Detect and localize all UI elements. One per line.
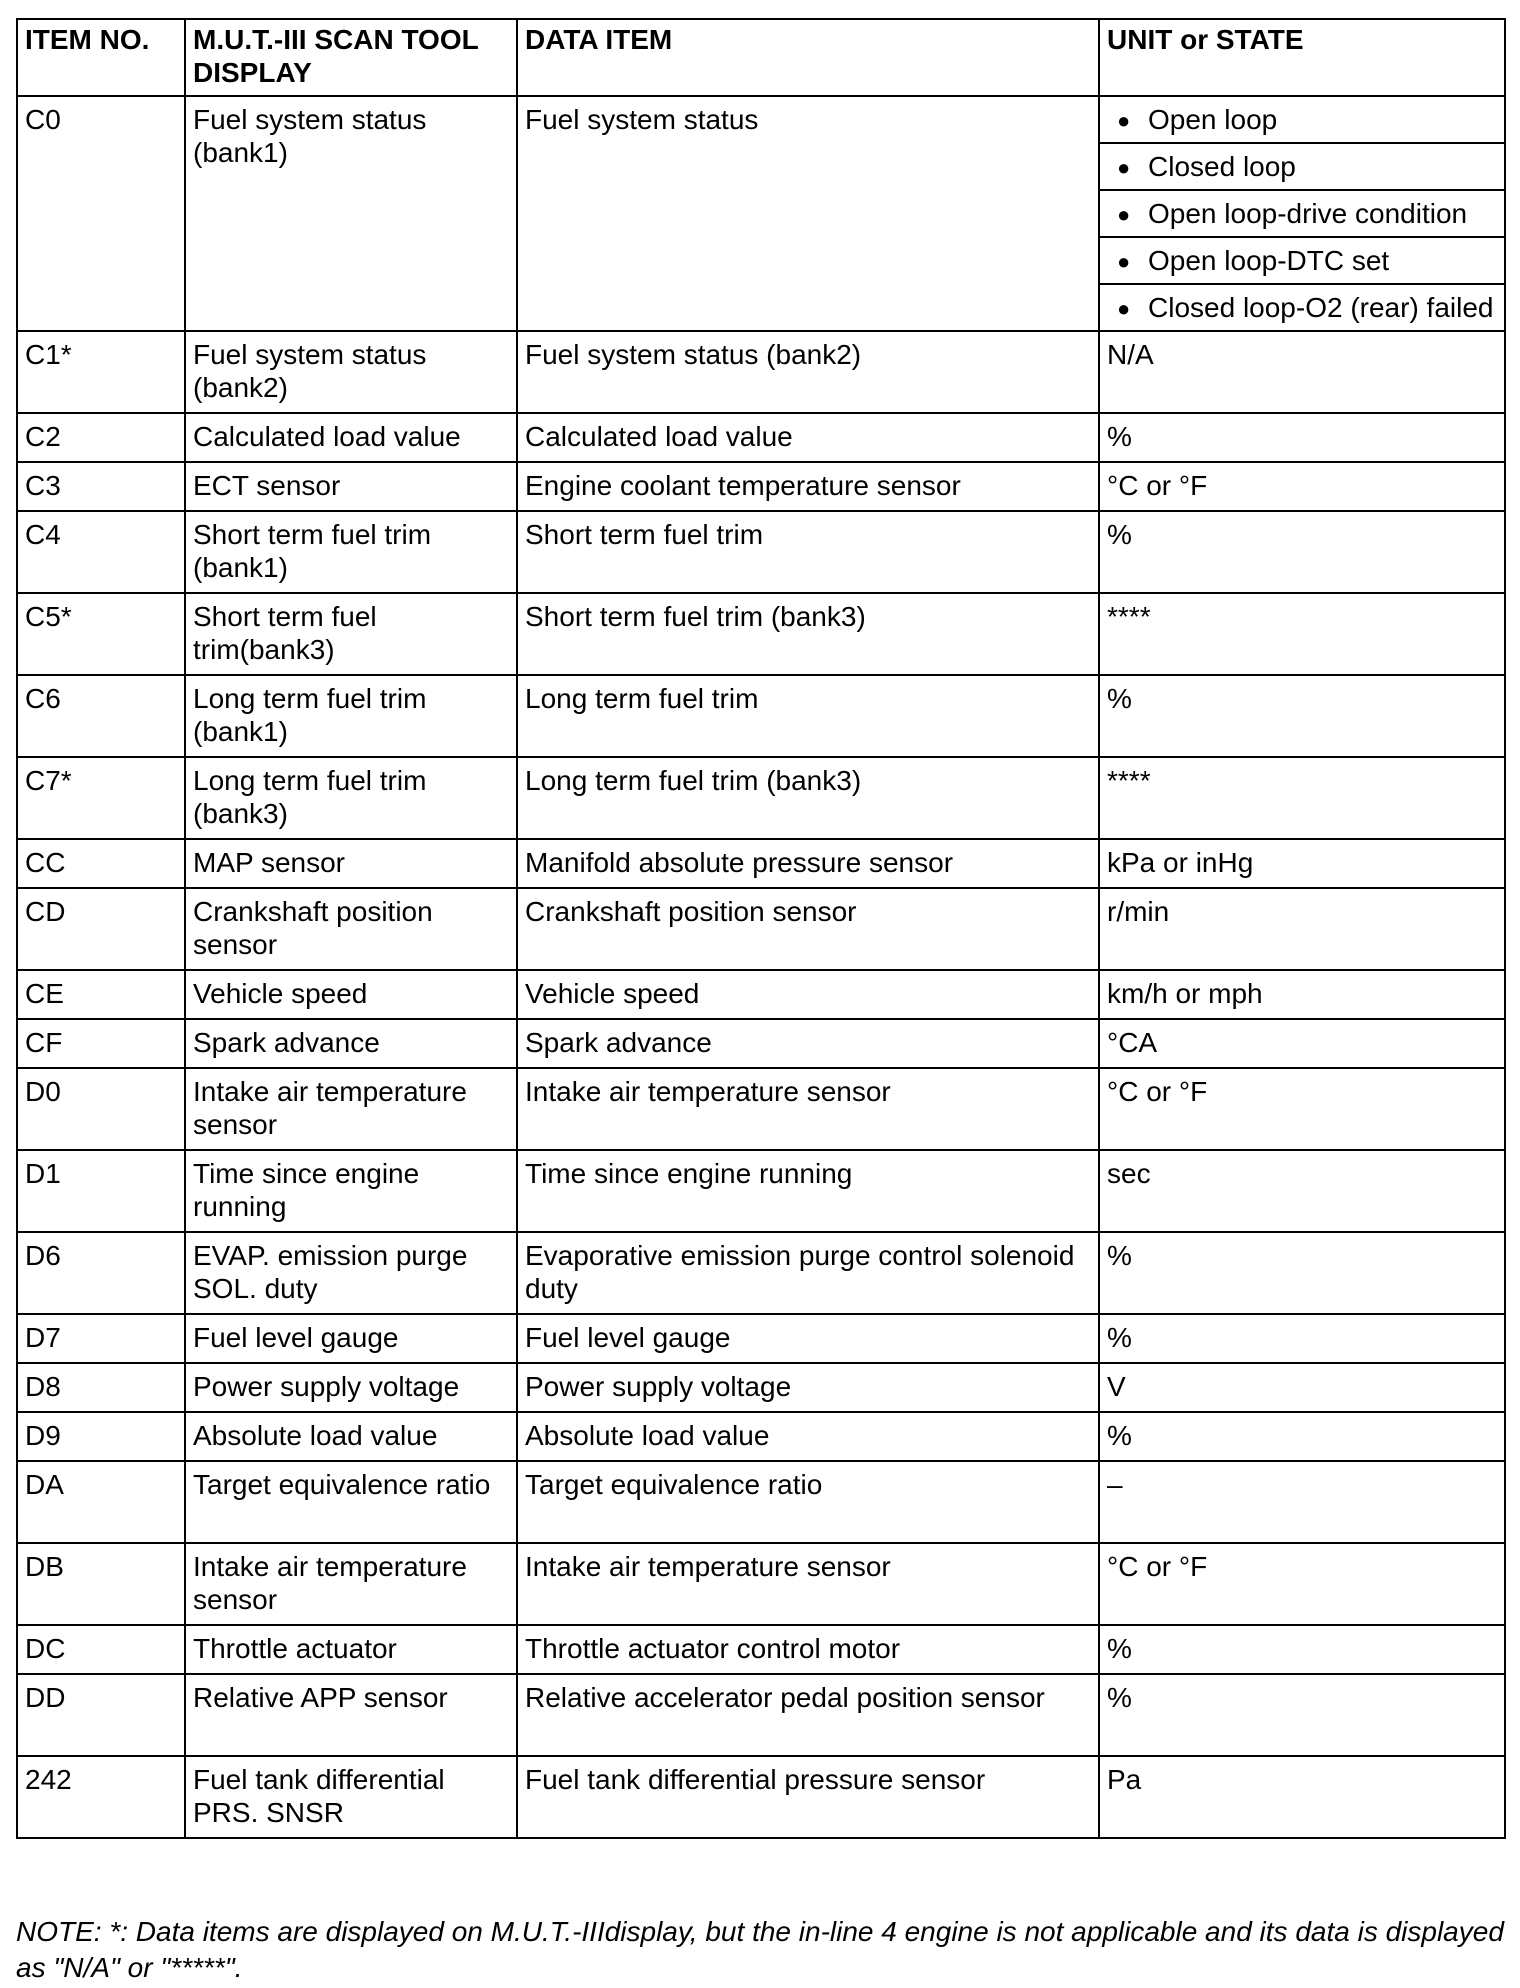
data-item-cell: Intake air temperature sensor	[517, 1068, 1099, 1150]
unit-cell: %	[1099, 511, 1505, 593]
item-no-cell: CE	[17, 970, 185, 1019]
data-item-cell: Long term fuel trim (bank3)	[517, 757, 1099, 839]
unit-cell: %	[1099, 1314, 1505, 1363]
item-no-cell: DD	[17, 1674, 185, 1756]
header-data-item: DATA ITEM	[517, 19, 1099, 96]
unit-cell: %	[1099, 1625, 1505, 1674]
table-row	[17, 593, 1505, 675]
item-no-cell: C3	[17, 462, 185, 511]
state-label: Closed loop	[1148, 151, 1296, 182]
unit-cell: r/min	[1099, 888, 1505, 970]
display-cell: Time since engine running	[185, 1150, 517, 1232]
table-row	[17, 970, 1505, 1019]
item-no-cell: C2	[17, 413, 185, 462]
item-no-cell: D9	[17, 1412, 185, 1461]
header-unit-or-state: UNIT or STATE	[1099, 19, 1505, 96]
table-row	[17, 1068, 1505, 1150]
data-item-cell: Fuel level gauge	[517, 1314, 1099, 1363]
display-cell: Long term fuel trim (bank3)	[185, 757, 517, 839]
unit-cell: –	[1099, 1461, 1505, 1543]
table-row	[17, 1412, 1505, 1461]
state-item	[1100, 236, 1504, 283]
table-row	[17, 757, 1505, 839]
display-cell: Short term fuel trim (bank1)	[185, 511, 517, 593]
state-label: Closed loop-O2 (rear) failed	[1148, 292, 1494, 323]
table-row	[17, 1543, 1505, 1625]
table-row	[17, 1674, 1505, 1756]
data-item-cell: Target equivalence ratio	[517, 1461, 1099, 1543]
item-no-cell: D7	[17, 1314, 185, 1363]
unit-cell: %	[1099, 1412, 1505, 1461]
item-no-cell: CC	[17, 839, 185, 888]
data-item-cell: Relative accelerator pedal position sensor	[517, 1674, 1099, 1756]
state-list	[1100, 97, 1504, 330]
item-no-cell: CF	[17, 1019, 185, 1068]
display-cell: Long term fuel trim (bank1)	[185, 675, 517, 757]
display-cell: Target equivalence ratio	[185, 1461, 517, 1543]
item-no-cell: C5*	[17, 593, 185, 675]
display-cell: Short term fuel trim(bank3)	[185, 593, 517, 675]
table-row	[17, 1461, 1505, 1543]
data-item-cell: Absolute load value	[517, 1412, 1099, 1461]
table-row	[17, 462, 1505, 511]
table-row	[17, 1314, 1505, 1363]
unit-cell: %	[1099, 675, 1505, 757]
item-no-cell: D1	[17, 1150, 185, 1232]
display-cell: Spark advance	[185, 1019, 517, 1068]
table-row	[17, 1756, 1505, 1838]
bullet-icon: ●	[1117, 155, 1131, 180]
unit-cell: sec	[1099, 1150, 1505, 1232]
data-item-cell: Crankshaft position sensor	[517, 888, 1099, 970]
display-cell: Relative APP sensor	[185, 1674, 517, 1756]
unit-cell: °C or °F	[1099, 1543, 1505, 1625]
bullet-icon: ●	[1117, 296, 1131, 321]
data-item-cell: Evaporative emission purge control solenoid duty	[517, 1232, 1099, 1314]
table-row	[17, 1150, 1505, 1232]
item-no-cell: C0	[17, 96, 185, 331]
header-row	[17, 19, 1505, 96]
display-cell: Absolute load value	[185, 1412, 517, 1461]
table-row	[17, 96, 1505, 331]
table-row	[17, 1363, 1505, 1412]
state-item	[1100, 189, 1504, 236]
table-row	[17, 511, 1505, 593]
state-label: Open loop-drive condition	[1148, 198, 1468, 229]
header-item-no: ITEM NO.	[17, 19, 185, 96]
unit-cell: °C or °F	[1099, 1068, 1505, 1150]
data-item-cell: Engine coolant temperature sensor	[517, 462, 1099, 511]
unit-cell: N/A	[1099, 331, 1505, 413]
data-item-cell: Fuel system status	[517, 96, 1099, 331]
state-cell	[1099, 96, 1505, 331]
display-cell: Fuel system status (bank2)	[185, 331, 517, 413]
display-cell: ECT sensor	[185, 462, 517, 511]
display-cell: Fuel level gauge	[185, 1314, 517, 1363]
data-item-cell: Vehicle speed	[517, 970, 1099, 1019]
data-item-cell: Power supply voltage	[517, 1363, 1099, 1412]
data-item-cell: Calculated load value	[517, 413, 1099, 462]
table-row	[17, 839, 1505, 888]
item-no-cell: CD	[17, 888, 185, 970]
data-item-cell: Time since engine running	[517, 1150, 1099, 1232]
bullet-icon: ●	[1117, 108, 1131, 133]
table-row	[17, 1232, 1505, 1314]
unit-cell: km/h or mph	[1099, 970, 1505, 1019]
table-row	[17, 675, 1505, 757]
item-no-cell: D6	[17, 1232, 185, 1314]
unit-cell: °CA	[1099, 1019, 1505, 1068]
footnote: NOTE: *: Data items are displayed on M.U.T.-IIIdisplay, but the in-line 4 engine is not applicable and its data is displayed as "N/A" or "*****".	[16, 1916, 1504, 1983]
unit-cell: ****	[1099, 757, 1505, 839]
item-no-cell: C4	[17, 511, 185, 593]
display-cell: Intake air temperature sensor	[185, 1068, 517, 1150]
state-label: Open loop	[1148, 104, 1278, 135]
item-no-cell: D8	[17, 1363, 185, 1412]
display-cell: Calculated load value	[185, 413, 517, 462]
data-item-cell: Long term fuel trim	[517, 675, 1099, 757]
data-item-cell: Short term fuel trim	[517, 511, 1099, 593]
display-cell: Vehicle speed	[185, 970, 517, 1019]
display-cell: Power supply voltage	[185, 1363, 517, 1412]
display-cell: MAP sensor	[185, 839, 517, 888]
data-item-cell: Manifold absolute pressure sensor	[517, 839, 1099, 888]
header-scan-tool-display: M.U.T.-III SCAN TOOL DISPLAY	[185, 19, 517, 96]
unit-cell: V	[1099, 1363, 1505, 1412]
unit-cell: ****	[1099, 593, 1505, 675]
bullet-icon: ●	[1117, 202, 1131, 227]
unit-cell: %	[1099, 1232, 1505, 1314]
bullet-icon: ●	[1117, 249, 1131, 274]
table-row	[17, 888, 1505, 970]
display-cell: Fuel system status (bank1)	[185, 96, 517, 331]
display-cell: Crankshaft position sensor	[185, 888, 517, 970]
data-item-cell: Short term fuel trim (bank3)	[517, 593, 1099, 675]
data-item-cell: Fuel tank differential pressure sensor	[517, 1756, 1099, 1838]
display-cell: Intake air temperature sensor	[185, 1543, 517, 1625]
state-item	[1100, 97, 1504, 142]
data-item-cell: Intake air temperature sensor	[517, 1543, 1099, 1625]
state-item	[1100, 283, 1504, 330]
table-row	[17, 1625, 1505, 1674]
table-row	[17, 1019, 1505, 1068]
item-no-cell: DC	[17, 1625, 185, 1674]
data-item-cell: Spark advance	[517, 1019, 1099, 1068]
item-no-cell: D0	[17, 1068, 185, 1150]
unit-cell: °C or °F	[1099, 462, 1505, 511]
data-list-table	[16, 18, 1506, 1839]
unit-cell: %	[1099, 413, 1505, 462]
item-no-cell: C1*	[17, 331, 185, 413]
state-label: Open loop-DTC set	[1148, 245, 1390, 276]
display-cell: EVAP. emission purge SOL. duty	[185, 1232, 517, 1314]
unit-cell: %	[1099, 1674, 1505, 1756]
display-cell: Fuel tank differential PRS. SNSR	[185, 1756, 517, 1838]
unit-cell: kPa or inHg	[1099, 839, 1505, 888]
data-item-cell: Fuel system status (bank2)	[517, 331, 1099, 413]
table-row	[17, 413, 1505, 462]
item-no-cell: DA	[17, 1461, 185, 1543]
item-no-cell: DB	[17, 1543, 185, 1625]
unit-cell: Pa	[1099, 1756, 1505, 1838]
item-no-cell: C7*	[17, 757, 185, 839]
item-no-cell: 242	[17, 1756, 185, 1838]
item-no-cell: C6	[17, 675, 185, 757]
data-item-cell: Throttle actuator control motor	[517, 1625, 1099, 1674]
table-row	[17, 331, 1505, 413]
state-item	[1100, 142, 1504, 189]
display-cell: Throttle actuator	[185, 1625, 517, 1674]
